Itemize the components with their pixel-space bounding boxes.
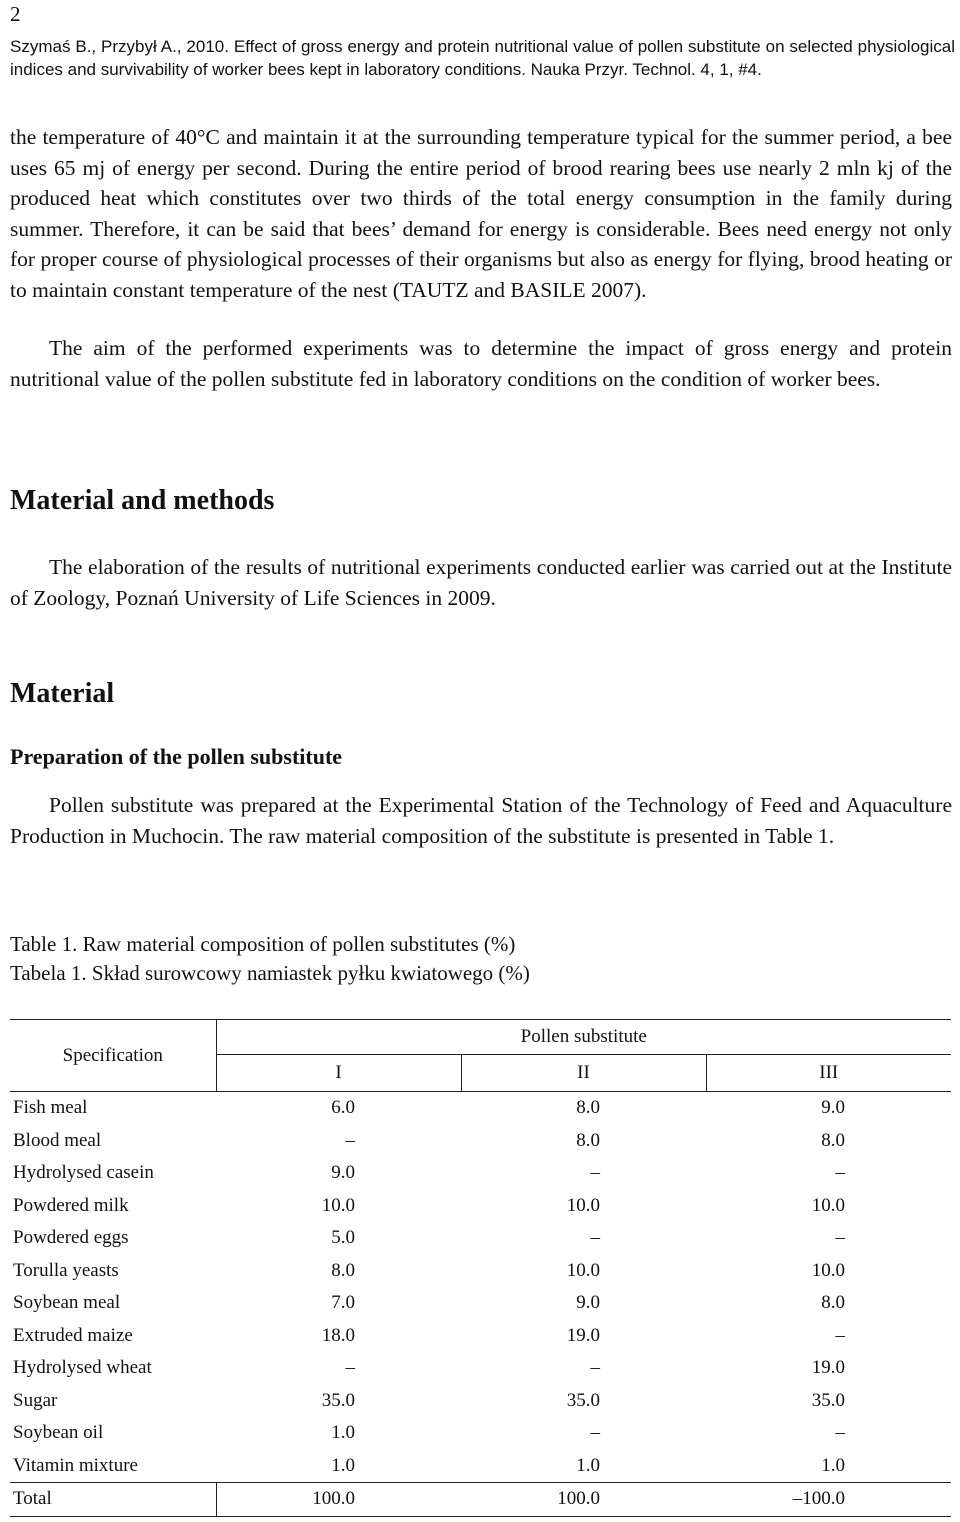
- table-cell-name: Hydrolysed casein: [13, 1162, 154, 1184]
- table-row: [10, 1092, 951, 1125]
- table-cell-name: Total: [10, 1483, 216, 1517]
- table-cell-value: 100.0: [461, 1483, 706, 1517]
- table-cell-value: 100.0: [216, 1483, 461, 1517]
- table-cell-name: Powdered eggs: [13, 1227, 129, 1249]
- table-cell-name: Fish meal: [13, 1097, 88, 1119]
- table-cell-value: 19.0: [811, 1357, 845, 1379]
- table-cell-value: 10.0: [811, 1194, 845, 1216]
- table-row: [10, 1352, 951, 1385]
- table-row: [10, 1157, 951, 1190]
- table-cell-value: 9.0: [821, 1097, 845, 1119]
- table-row: [10, 1450, 951, 1483]
- table-cell-name: Sugar: [13, 1389, 58, 1411]
- table-cell-value: 1.0: [331, 1454, 355, 1476]
- table-cell-value: 5.0: [331, 1227, 355, 1249]
- intro-paragraph-2: The aim of the performed experiments was to determine the impact of gross energy and protein nutritional value of the pollen substitute fed in laboratory conditions on the condition of worker bees.: [10, 336, 952, 391]
- table-cell-value: 1.0: [331, 1422, 355, 1444]
- table-row-total: [10, 1483, 951, 1517]
- table-column-header: II: [461, 1055, 706, 1092]
- table-cell-value: 1.0: [576, 1454, 600, 1476]
- table-cell-name: Soybean oil: [13, 1422, 104, 1444]
- table-cell-name: Extruded maize: [13, 1324, 133, 1346]
- table-row: [10, 1222, 951, 1255]
- table-cell-value: –: [345, 1129, 355, 1151]
- table-row: [10, 1125, 951, 1158]
- table-cell-value: 7.0: [331, 1292, 355, 1314]
- table-cell-value: 8.0: [576, 1097, 600, 1119]
- table-header-specification: Specification: [10, 1020, 216, 1092]
- table-cell-value: –: [345, 1357, 355, 1379]
- intro-paragraph-1: the temperature of 40°C and maintain it at the surrounding temperature typical for the summer period, a bee uses 65 mj of energy per second. During the entire period of brood rearing bees use nearly 2 mln kj of the produced heat which constitutes over two thirds of the total energy consumption in the family during summer. Therefore, it can be said that bees’ demand for energy is considerable. Bees need energy not only for proper course of physiological processes of their organisms but also as energy for flying, brood heating or to maintain constant temperature of the nest (TAUTZ and BASILE 2007).: [10, 125, 952, 302]
- table-row: [10, 1190, 951, 1223]
- table-cell-value: –: [835, 1324, 845, 1346]
- table-row: [10, 1287, 951, 1320]
- section-heading-material-and-methods: Material and methods: [10, 485, 275, 516]
- table-cell-name: Hydrolysed wheat: [13, 1357, 152, 1379]
- table-row: [10, 1417, 951, 1450]
- table-cell-value: 35.0: [811, 1389, 845, 1411]
- table-cell-value: –: [590, 1422, 600, 1444]
- table-cell-value: –: [590, 1227, 600, 1249]
- table-cell-value: 19.0: [566, 1324, 600, 1346]
- table-header-pollen-substitute: Pollen substitute: [216, 1020, 951, 1055]
- page-number: 2: [10, 2, 21, 26]
- table-cell-value: –: [590, 1162, 600, 1184]
- table-cell-value: –: [835, 1422, 845, 1444]
- table-cell-value: 10.0: [566, 1259, 600, 1281]
- table-caption-english: Table 1. Raw material composition of pollen substitutes (%): [10, 932, 516, 956]
- table-cell-value: 1.0: [821, 1454, 845, 1476]
- table-column-header: III: [706, 1055, 951, 1092]
- material-methods-paragraph: The elaboration of the results of nutritional experiments conducted earlier was carried out at the Institute of Zoology, Poznań University of Life Sciences in 2009.: [10, 555, 952, 610]
- running-header-citation: Szymaś B., Przybył A., 2010. Effect of gross energy and protein nutritional value of pollen substitute on selected physiological indices and survivability of worker bees kept in laboratory conditions. Nauka Przyr. Technol. 4, 1, #4.: [10, 37, 955, 79]
- table-cell-name: Blood meal: [13, 1129, 102, 1151]
- table-cell-value: –: [590, 1357, 600, 1379]
- table-caption: [10, 930, 530, 988]
- table-cell-value: 6.0: [331, 1097, 355, 1119]
- table-cell-value: 35.0: [566, 1389, 600, 1411]
- table-cell-value: –: [835, 1162, 845, 1184]
- table-cell-value: 9.0: [331, 1162, 355, 1184]
- table-cell-name: Torulla yeasts: [13, 1259, 119, 1281]
- preparation-paragraph: Pollen substitute was prepared at the Experimental Station of the Technology of Feed and Aquaculture Production in Muchocin. The raw material composition of the substitute is presented in Table 1.: [10, 793, 952, 848]
- table-row: [10, 1385, 951, 1418]
- table-cell-value: 18.0: [321, 1324, 355, 1346]
- subsection-heading-preparation: Preparation of the pollen substitute: [10, 744, 343, 769]
- table-cell-value: 8.0: [821, 1292, 845, 1314]
- table-cell-value: 35.0: [321, 1389, 355, 1411]
- table-cell-name: Soybean meal: [13, 1292, 121, 1314]
- table-cell-value: 8.0: [331, 1259, 355, 1281]
- table-caption-polish: Tabela 1. Skład surowcowy namiastek pyłku kwiatowego (%): [10, 961, 530, 985]
- table-cell-value: –: [835, 1227, 845, 1249]
- table-cell-value: 10.0: [811, 1259, 845, 1281]
- table-cell-value: 10.0: [321, 1194, 355, 1216]
- raw-material-table: [10, 1019, 951, 1517]
- table-cell-value: –100.0: [706, 1483, 951, 1517]
- section-heading-material: Material: [10, 678, 115, 709]
- table-cell-name: Vitamin mixture: [13, 1454, 138, 1476]
- table-cell-value: 8.0: [821, 1129, 845, 1151]
- table-row: [10, 1320, 951, 1353]
- table-cell-name: Powdered milk: [13, 1194, 129, 1216]
- table-cell-value: 9.0: [576, 1292, 600, 1314]
- table-cell-value: 10.0: [566, 1194, 600, 1216]
- table-column-header: I: [216, 1055, 461, 1092]
- table-cell-value: 8.0: [576, 1129, 600, 1151]
- table-row: [10, 1255, 951, 1288]
